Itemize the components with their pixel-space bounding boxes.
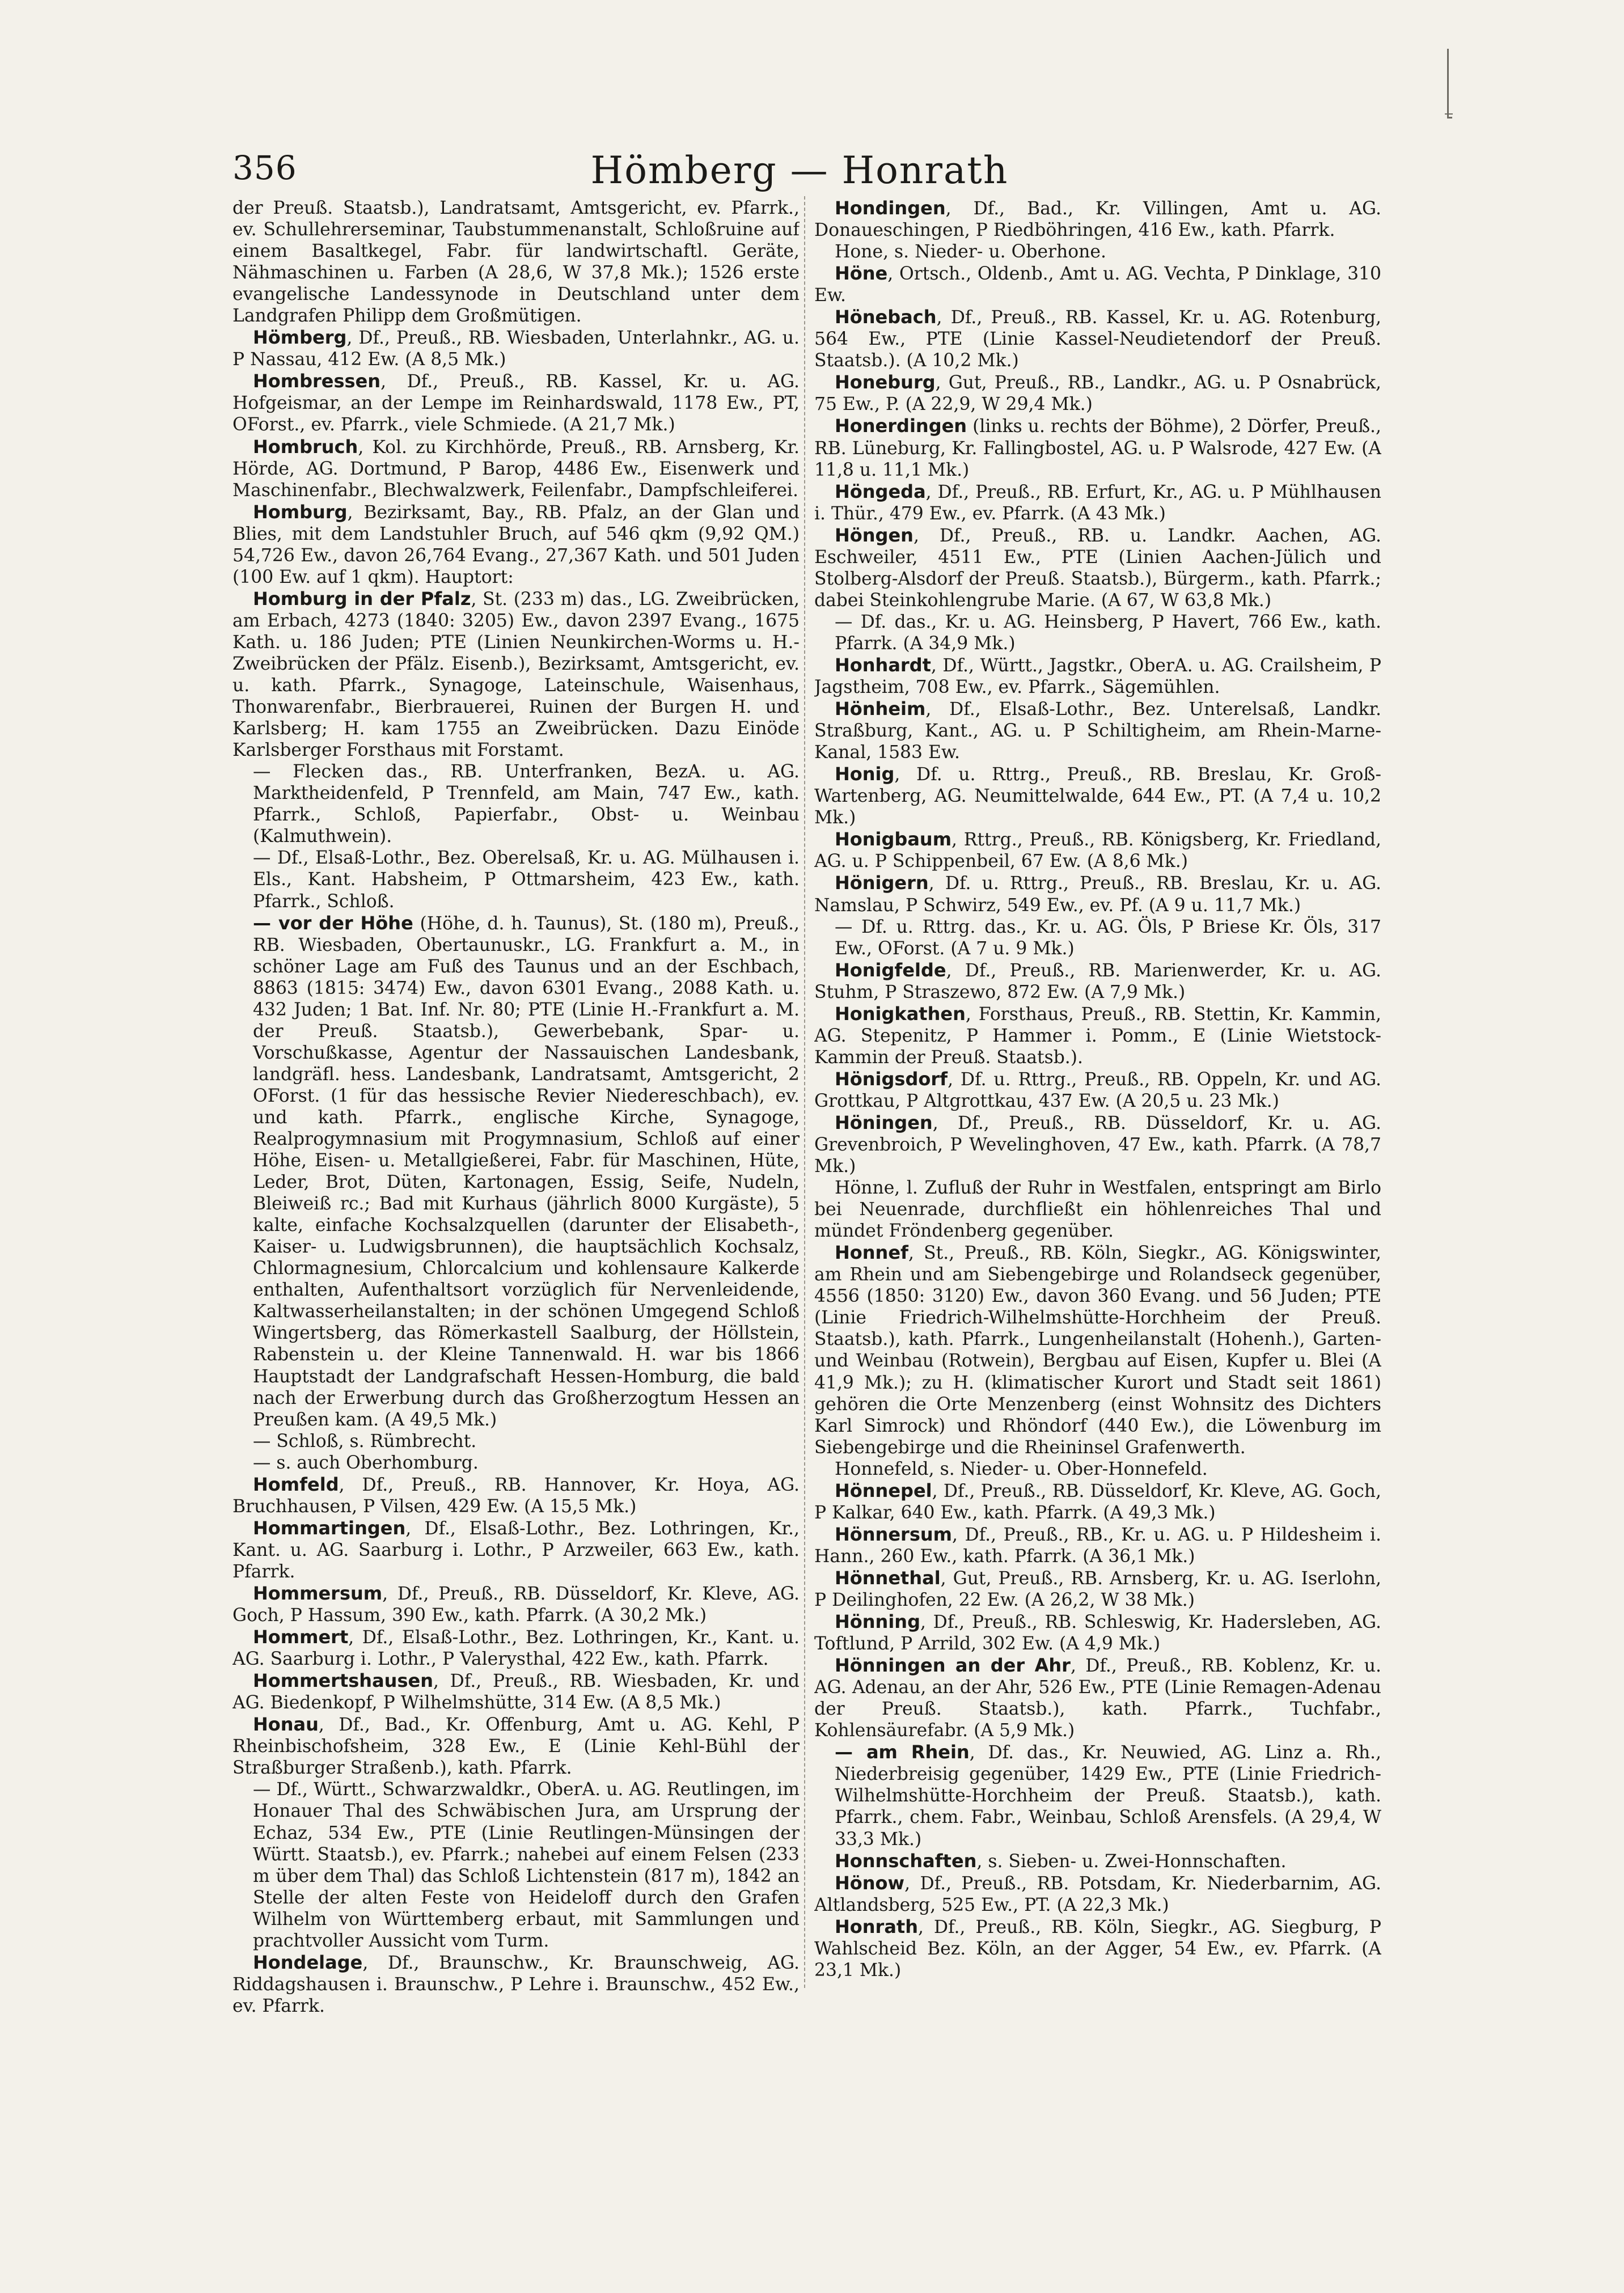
entry-headword: Hommert: [253, 1626, 349, 1648]
gazetteer-entry: [814, 1916, 1381, 1981]
entry-headword: Honigkathen: [835, 1002, 966, 1025]
entry-headword: Hönningen an der Ahr: [835, 1655, 1071, 1677]
gazetteer-entry: [232, 436, 800, 501]
entry-text: , St. (233 m) das., LG. Zweibrücken, am Erbach, 4273 (1840: 3205) Ew., davon 2397 Evang., 1675 Kath. u. 186 Juden; PTE (Linien Neunkirchen-Worms u. H.-Zweibrücken der Pfälz. Eisenb.), Bezirksamt, Amtsgericht, ev. u. kath. Pfarrk., Synagoge, Lateinschule, Waisenhaus, Thonwarenfabr., Bierbrauerei, Ruinen der Burgen H. und Karlsberg; H. kam 1755 an Zweibrücken. Dazu Einöde Karlsberger Forsthaus mit Forstamt.: [232, 589, 800, 761]
entry-text: , Gut, Preuß., RB. Arnsberg, Kr. u. AG. Iserlohn, P Deilinghofen, 22 Ew. (A 26,2, W 38 Mk.): [814, 1568, 1381, 1610]
gazetteer-entry: [232, 847, 800, 912]
gazetteer-entry: [232, 1517, 800, 1583]
entry-text: , s. Sieben- u. Zwei-Honnschaften.: [976, 1851, 1287, 1872]
entry-headword: Hondingen: [835, 197, 946, 219]
entry-text: — Df., Elsaß-Lothr., Bez. Oberelsaß, Kr. u. AG. Mülhausen i. Els., Kant. Habsheim, P Ottmarsheim, 423 Ew., kath. Pfarrk., Schloß.: [253, 848, 800, 912]
entry-text: , Ortsch., Oldenb., Amt u. AG. Vechta, P Dinklage, 310 Ew.: [814, 264, 1381, 306]
entry-headword: Honnschaften: [835, 1850, 977, 1872]
entry-headword: Honerdingen: [835, 415, 967, 437]
entry-text: , Gut, Preuß., RB., Landkr., AG. u. P Osnabrück, 75 Ew., P. (A 22,9, W 29,4 Mk.): [814, 373, 1381, 415]
entry-text: , Df., Württ., Jagstkr., OberA. u. AG. Crailsheim, P Jagstheim, 708 Ew., ev. Pfarrk., Sägemühlen.: [814, 655, 1381, 698]
gazetteer-entry: [232, 1431, 800, 1452]
gazetteer-entry: [814, 1567, 1381, 1611]
gazetteer-entry: [814, 654, 1381, 698]
entry-headword: Hönebach: [835, 306, 937, 328]
gazetteer-entry: [814, 241, 1381, 263]
gazetteer-entry: [232, 327, 800, 370]
entry-text: , Df., Preuß., RB. Kassel, Kr. u. AG. Hofgeismar, an der Lempe im Reinhardswald, 1178 Ew., PT, OForst., ev. Pfarrk., viele Schmiede. (A 21,7 Mk.): [232, 371, 800, 435]
gazetteer-entry: [814, 306, 1381, 371]
entry-text: , Df., Preuß., RB. Erfurt, Kr., AG. u. P Mühlhausen i. Thür., 479 Ew., ev. Pfarrk. (A 43 Mk.): [814, 481, 1381, 524]
entry-headword: Honau: [253, 1714, 319, 1736]
gazetteer-entry: [232, 1779, 800, 1951]
entry-text: , s. Nieder- u. Ober-Honnefeld.: [928, 1458, 1208, 1479]
entry-headword: Hondelage: [253, 1951, 363, 1973]
entry-headword: Honhardt: [835, 654, 931, 676]
entry-text: , Df., Preuß., RB. Düsseldorf, Kr. u. AG. Grevenbroich, P Wevelinghoven, 47 Ew., kath. Pfarrk. (A 78,7 Mk.): [814, 1112, 1381, 1177]
gazetteer-entry: [814, 415, 1381, 480]
entry-text: , Df., Preuß., RB., Kr. u. AG. u. P Hildesheim i. Hann., 260 Ew., kath. Pfarrk. (A 36,1 Mk.): [814, 1524, 1381, 1567]
entry-headword: Hömberg: [253, 327, 347, 349]
gazetteer-entry: [814, 1872, 1381, 1916]
entry-text: — Flecken das., RB. Unterfranken, BezA. u. AG. Marktheidenfeld, P Trennfeld, am Main, 747 Ew., kath. Pfarrk., Schloß, Papierfabr., Obst- u. Weinbau (Kalmuthwein).: [253, 761, 800, 847]
entry-text: , St., Preuß., RB. Köln, Siegkr., AG. Königswinter, am Rhein und am Siebengebirge und Rolandseck gegenüber, 4556 (1850: 3120) Ew., davon 360 Evang. und 56 Juden; PTE (Linie Friedrich-Wilhelmshütte-Horchheim der Preuß. Staatsb.), kath. Pfarrk., Lungenheilanstalt (Hohenh.), Garten- und Weinbau (Rotwein), Bergbau auf Eisen, Kupfer u. Blei (A 41,9 Mk.); zu H. (klimatischer Kurort und Stadt seit 1861) gehören die Orte Menzenberg (einst Wohnsitz des Dichters Karl Simrock) und Rhöndorf (440 Ew.), die Löwenburg im Siebengebirge und die Rheininsel Grafenwerth.: [814, 1243, 1381, 1458]
gazetteer-entry: [814, 1611, 1381, 1655]
entry-headword: Homburg in der Pfalz: [253, 587, 471, 610]
gazetteer-entry: [232, 761, 800, 847]
gazetteer-entry: [814, 872, 1381, 916]
entry-headword: Hönigern: [835, 872, 929, 894]
page-number: 356: [232, 149, 297, 187]
entry-headword: — vor der Höhe: [253, 912, 413, 934]
entry-headword: Hombressen: [253, 370, 381, 392]
entry-headword: Höngeda: [835, 480, 926, 502]
entry-headword: Hönnethal: [835, 1567, 941, 1589]
entry-text: — s. auch Oberhomburg.: [253, 1452, 479, 1473]
page-corner-mark: [1447, 49, 1452, 119]
gazetteer-entry: [232, 1452, 800, 1474]
entry-text: , Df., Elsaß-Lothr., Bez. Lothringen, Kr., Kant. u. AG. Saarburg i. Lothr., P Valerysthal, 422 Ew., kath. Pfarrk.: [232, 1627, 800, 1670]
entry-headword: Homburg: [253, 501, 348, 523]
gazetteer-entry: [814, 197, 1381, 241]
entry-headword: Honrath: [835, 1915, 918, 1937]
entry-headword: Honigfelde: [835, 959, 946, 981]
gazetteer-entry: [232, 1583, 800, 1626]
entry-headword: Honig: [835, 763, 895, 785]
entry-text: , Df., Preuß., RB. Düsseldorf, Kr. Kleve, AG. Goch, P Kalkar, 640 Ew., kath. Pfarrk. (A 49,3 Mk.): [814, 1480, 1381, 1523]
gazetteer-entry: [814, 263, 1381, 306]
entry-text: , Df., Preuß., RB. Koblenz, Kr. u. AG. Adenau, an der Ahr, 526 Ew., PTE (Linie Remagen-Adenau der Preuß. Staatsb.), kath. Pfarrk., Tuchfabr., Kohlensäurefabr. (A 5,9 Mk.): [814, 1656, 1381, 1741]
entry-text: , Kol. zu Kirchhörde, Preuß., RB. Arnsberg, Kr. Hörde, AG. Dortmund, P Barop, 4486 Ew., Eisenwerk und Maschinenfabr., Blechwalzwerk, Feilenfabr., Dampfschleiferei.: [232, 437, 800, 501]
entry-headword: Höne: [835, 263, 888, 285]
entry-text: — Df. das., Kr. u. AG. Heinsberg, P Havert, 766 Ew., kath. Pfarrk. (A 34,9 Mk.): [835, 611, 1381, 654]
gazetteer-entry: [814, 1458, 1381, 1480]
entry-headword: Hönne: [835, 1178, 895, 1199]
entry-text: , Df. u. Rttrg., Preuß., RB. Breslau, Kr. u. AG. Namslau, P Schwirz, 549 Ew., ev. Pf. (A 9 u. 11,7 Mk.): [814, 873, 1381, 916]
entry-headword: Hönow: [835, 1872, 905, 1894]
gazetteer-entry: [814, 1850, 1381, 1872]
entry-text: , Forsthaus, Preuß., RB. Stettin, Kr. Kammin, AG. Stepenitz, P Hammer i. Pomm., E (Linie Wietstock-Kammin der Preuß. Staatsb.).: [814, 1004, 1381, 1068]
entry-text: , Df. das., Kr. Neuwied, AG. Linz a. Rh., Niederbreisig gegenüber, 1429 Ew., PTE (Linie Friedrich-Wilhelmshütte-Horchheim der Preuß. Staatsb.), kath. Pfarrk., chem. Fabr., Weinbau, Schloß Arensfels. (A 29,4, W 33,3 Mk.): [835, 1742, 1381, 1850]
entry-text: , Df., Elsaß-Lothr., Bez. Lothringen, Kr., Kant. u. AG. Saarburg i. Lothr., P Arzweiler, 663 Ew., kath. Pfarrk.: [232, 1518, 800, 1582]
entry-text: , Df., Preuß., RB. Hannover, Kr. Hoya, AG. Bruchhausen, P Vilsen, 429 Ew. (A 15,5 Mk.): [232, 1474, 800, 1517]
gazetteer-entry: [814, 828, 1381, 872]
page-corner-mark-tip: [1445, 113, 1453, 115]
left-column: [232, 197, 800, 2216]
entry-headword: Hönnepel: [835, 1479, 932, 1501]
gazetteer-entry: [814, 371, 1381, 415]
gazetteer-entry: [814, 1177, 1381, 1242]
entry-text: — Schloß, s. Rümbrecht.: [253, 1431, 477, 1452]
entry-text: der Preuß. Staatsb.), Landratsamt, Amtsgericht, ev. Pfarrk., ev. Schullehrerseminar, Taubstummenanstalt, Schloßruine auf einem Basaltkegel, Fabr. für landwirtschaftl. Geräte, Nähmaschinen u. Farben (A 28,6, W 37,8 Mk.); 1526 erste evangelische Landessynode in Deutschland unter dem Landgrafen Philipp dem Großmütigen.: [232, 198, 800, 327]
gazetteer-entry: [232, 197, 800, 327]
entry-headword: Hone: [835, 242, 883, 263]
gazetteer-entry: [814, 611, 1381, 654]
entry-headword: Honnef: [835, 1242, 908, 1264]
gazetteer-entry: [814, 1480, 1381, 1524]
entry-text: , Df., Braunschw., Kr. Braunschweig, AG. Riddagshausen i. Braunschw., P Lehre i. Braunschw., 452 Ew., ev. Pfarrk.: [232, 1952, 800, 2016]
entry-text: , Df., Preuß., RB. Kassel, Kr. u. AG. Rotenburg, 564 Ew., PTE (Linie Kassel-Neudietendorf der Preuß. Staatsb.). (A 10,2 Mk.): [814, 307, 1381, 371]
entry-text: , Df. u. Rttrg., Preuß., RB. Oppeln, Kr. und AG. Grottkau, P Altgrottkau, 437 Ew. (A 20,5 u. 23 Mk.): [814, 1069, 1381, 1111]
entry-headword: Höngen: [835, 524, 914, 546]
gazetteer-entry: [232, 1952, 800, 2017]
gazetteer-entry: [814, 1524, 1381, 1567]
entry-headword: Hönnersum: [835, 1523, 952, 1545]
entry-headword: Honeburg: [835, 371, 936, 394]
entry-headword: Hönning: [835, 1611, 920, 1633]
entry-text: , Df., Bad., Kr. Villingen, Amt u. AG. Donaueschingen, P Riedböhringen, 416 Ew., kath. Pfarrk.: [814, 198, 1381, 241]
right-column: [814, 197, 1381, 2216]
entry-headword: Homfeld: [253, 1473, 339, 1495]
entry-text: , Df., Preuß., RB. Marienwerder, Kr. u. AG. Stuhm, P Straszewo, 872 Ew. (A 7,9 Mk.): [814, 960, 1381, 1002]
gazetteer-entry: [814, 1741, 1381, 1850]
gazetteer-entry: [814, 1068, 1381, 1112]
entry-text: , Df. u. Rttrg., Preuß., RB. Breslau, Kr. Groß-Wartenberg, AG. Neumittelwalde, 644 Ew., PT. (A 7,4 u. 10,2 Mk.): [814, 764, 1381, 828]
gazetteer-entry: [814, 524, 1381, 611]
gazetteer-entry: [814, 1242, 1381, 1458]
gazetteer-entry: [814, 763, 1381, 828]
gazetteer-entry: [814, 698, 1381, 763]
entry-headword: Honnefeld: [835, 1458, 929, 1479]
entry-text: , Df., Preuß., RB. Wiesbaden, Unterlahnkr., AG. u. P Nassau, 412 Ew. (A 8,5 Mk.): [232, 328, 800, 370]
entry-text: — Df. u. Rttrg. das., Kr. u. AG. Öls, P Briese Kr. Öls, 317 Ew., OForst. (A 7 u. 9 Mk.): [835, 916, 1381, 959]
gazetteer-entry: [814, 916, 1381, 959]
entry-text: , Df., Preuß., RB. u. Landkr. Aachen, AG. Eschweiler, 4511 Ew., PTE (Linien Aachen-Jülich und Stolberg-Alsdorf der Preuß. Staatsb.), Bürgerm., kath. Pfarrk.; dabei Steinkohlengrube Marie. (A 67, W 63,8 Mk.): [814, 525, 1381, 611]
entry-text: , Df., Preuß., RB. Schleswig, Kr. Hadersleben, AG. Toftlund, P Arrild, 302 Ew. (A 4,9 Mk.): [814, 1612, 1381, 1655]
entry-text: , Df., Preuß., RB. Köln, Siegkr., AG. Siegburg, P Wahlscheid Bez. Köln, an der Agger, 54 Ew., ev. Pfarrk. (A 23,1 Mk.): [814, 1917, 1381, 1981]
entry-headword: Hönigsdorf: [835, 1068, 948, 1090]
entry-headword: — am Rhein: [835, 1741, 970, 1763]
entry-text: , Rttrg., Preuß., RB. Königsberg, Kr. Friedland, AG. u. P Schippenbeil, 67 Ew. (A 8,6 Mk.): [814, 830, 1381, 872]
entry-text: , Bezirksamt, Bay., RB. Pfalz, an der Glan und Blies, mit dem Landstuhler Bruch, auf 546 qkm (9,92 QM.) 54,726 Ew., davon 26,764 Evang., 27,367 Kath. und 501 Juden (100 Ew. auf 1 qkm). Hauptort:: [232, 502, 800, 587]
gazetteer-entry: [814, 959, 1381, 1003]
entry-headword: Hombruch: [253, 435, 358, 458]
entry-text: (Höhe, d. h. Taunus), St. (180 m), Preuß., RB. Wiesbaden, Obertaunuskr., LG. Frankfurt a. M., in schöner Lage am Fuß des Taunus und an der Eschbach, 8863 (1815: 3474) Ew., davon 6301 Evang., 2088 Kath. u. 432 Juden; 1 Bat. Inf. Nr. 80; PTE (Linie H.-Frankfurt a. M. der Preuß. Staatsb.), Gewerbebank, Spar- u. Vorschußkasse, Agentur der Nassauischen Landesbank, landgräfl. hess. Landesbank, Landratsamt, Amtsgericht, 2 OForst. (1 für das hessische Revier Niedereschbach), ev. und kath. Pfarrk., englische Kirche, Synagoge, Realprogymnasium mit Progymnasium, Schloß auf einer Höhe, Eisen- u. Metallgießerei, Fabr. für Maschinen, Hüte, Leder, Brot, Düten, Kartonagen, Essig, Seife, Nudeln, Bleiweiß rc.; Bad mit Kurhaus (jährlich 8000 Kurgäste), 5 kalte, einfache Kochsalzquellen (darunter der Elisabeth-, Kaiser- u. Ludwigsbrunnen), die hauptsächlich Kochsalz, Chlormagnesium, Chlorcalcium und kohlensaure Kalkerde enthalten, Aufenthaltsort vorzüglich für Nervenleidende, Kaltwasserheilanstalten; in der schönen Umgegend Schloß Wingertsberg, das Römerkastell Saalburg, der Höllstein, Rabenstein u. der Kleine Tannenwald. H. war bis 1866 Hauptstadt der Landgrafschaft Hessen-Homburg, die bald nach der Erwerbung durch das Großherzogtum Hessen an Preußen kam. (A 49,5 Mk.): [253, 913, 800, 1430]
gazetteer-entry: [232, 1714, 800, 1779]
entry-headword: Hönheim: [835, 698, 926, 720]
gazetteer-entry: [232, 370, 800, 435]
entry-headword: Hommartingen: [253, 1517, 406, 1539]
entry-text: , Df., Preuß., RB. Düsseldorf, Kr. Kleve, AG. Goch, P Hassum, 390 Ew., kath. Pfarrk. (A 30,2 Mk.): [232, 1584, 800, 1626]
entry-headword: Hommersum: [253, 1583, 383, 1604]
gazetteer-entry: [232, 912, 800, 1431]
entry-text: , Df., Preuß., RB. Potsdam, Kr. Niederbarnim, AG. Altlandsberg, 525 Ew., PT. (A 22,3 Mk.): [814, 1873, 1381, 1915]
entry-text: , Df., Bad., Kr. Offenburg, Amt u. AG. Kehl, P Rheinbischofsheim, 328 Ew., E (Linie Kehl-Bühl der Straßburger Straßenb.), kath. Pfarrk.: [232, 1715, 800, 1779]
gazetteer-entry: [814, 481, 1381, 524]
gazetteer-entry: [814, 1003, 1381, 1068]
column-divider: [804, 196, 805, 1988]
running-title: Hömberg — Honrath: [590, 149, 1009, 192]
entry-text: — Df., Württ., Schwarzwaldkr., OberA. u. AG. Reutlingen, im Honauer Thal des Schwäbischen Jura, am Ursprung der Echaz, 534 Ew., PTE (Linie Reutlingen-Münsingen der Württ. Staatsb.), ev. Pfarrk.; nahebei auf einem Felsen (233 m über dem Thal) das Schloß Lichtenstein (817 m), 1842 an Stelle der alten Feste von Heideloff durch den Grafen Wilhelm von Württemberg erbaut, mit Sammlungen und prachtvoller Aussicht vom Turm.: [253, 1779, 800, 1951]
entry-text: (links u. rechts der Böhme), 2 Dörfer, Preuß., RB. Lüneburg, Kr. Fallingbostel, AG. u. P Walsrode, 427 Ew. (A 11,8 u. 11,1 Mk.): [814, 416, 1381, 480]
gazetteer-entry: [232, 501, 800, 588]
gazetteer-entry: [232, 1474, 800, 1517]
gazetteer-entry: [232, 1670, 800, 1714]
entry-text: , s. Nieder- u. Oberhone.: [883, 242, 1106, 263]
gazetteer-entry: [232, 588, 800, 761]
entry-text: , l. Zufluß der Ruhr in Westfalen, entspringt am Birlo bei Neuenrade, durchfließt ein höhlenreiches Thal und mündet Fröndenberg gegenüber.: [814, 1178, 1381, 1242]
entry-headword: Höningen: [835, 1111, 933, 1133]
entry-text: , Df., Elsaß-Lothr., Bez. Unterelsaß, Landkr. Straßburg, Kant., AG. u. P Schiltigheim, am Rhein-Marne-Kanal, 1583 Ew.: [814, 699, 1381, 763]
running-head: [232, 149, 1367, 194]
gazetteer-entry: [814, 1112, 1381, 1177]
entry-headword: Hommertshausen: [253, 1670, 433, 1692]
entry-text: , Df., Preuß., RB. Wiesbaden, Kr. und AG. Biedenkopf, P Wilhelmshütte, 314 Ew. (A 8,5 Mk.): [232, 1671, 800, 1714]
gazetteer-entry: [814, 1655, 1381, 1741]
entry-headword: Honigbaum: [835, 828, 952, 851]
gazetteer-entry: [232, 1626, 800, 1670]
